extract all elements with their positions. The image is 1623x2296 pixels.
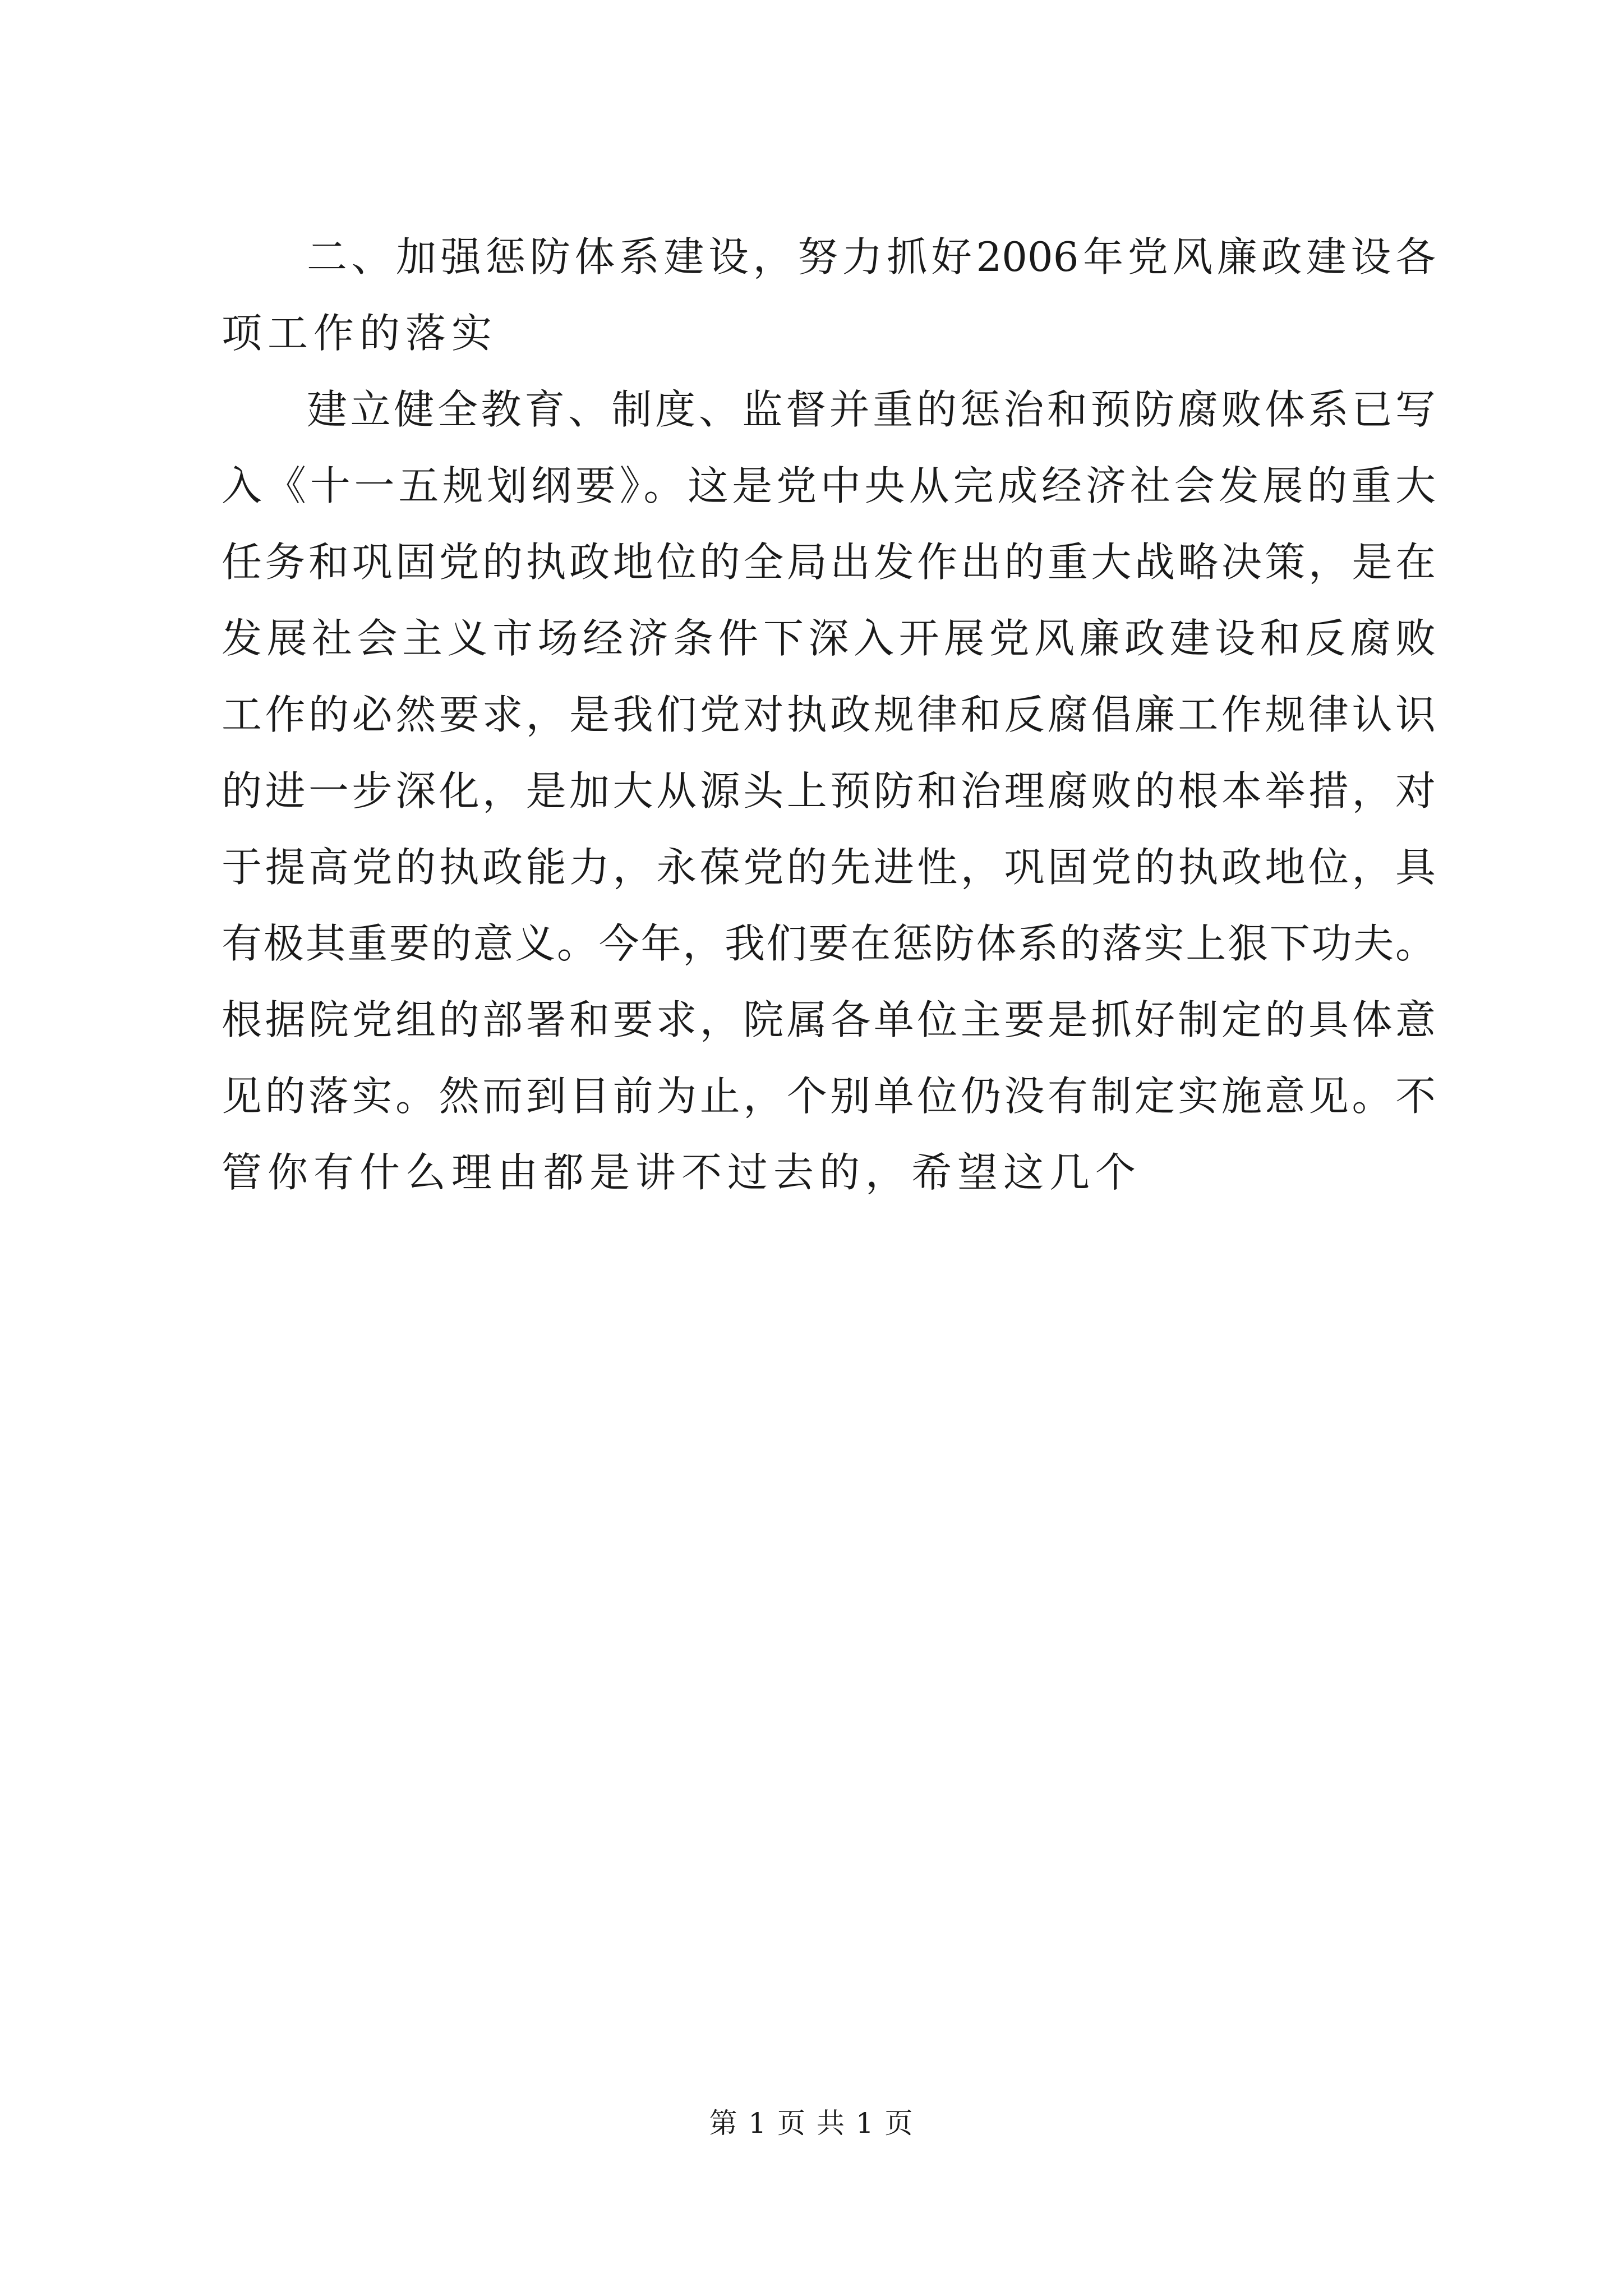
paragraph-line: 根据院党组的部署和要求，院属各单位主要是抓好制定的具体意 [222,996,1436,1043]
paragraph-line: 入《十一五规划纲要》。这是党中央从完成经济社会发展的重大 [222,462,1436,509]
page-footer: 第 1 页 共 1 页 [709,2107,914,2139]
paragraph-line: 有极其重要的意义。今年，我们要在惩防体系的落实上狠下功夫。 [222,920,1436,967]
paragraph-line: 任务和巩固党的执政地位的全局出发作出的重大战略决策，是在 [222,539,1436,586]
paragraph-line: 的进一步深化，是加大从源头上预防和治理腐败的根本举措，对 [222,767,1436,815]
paragraph-line: 工作的必然要求，是我们党对执政规律和反腐倡廉工作规律认识 [222,691,1436,738]
paragraph-line: 建立健全教育、制度、监督并重的惩治和预防腐败体系已写 [307,386,1436,433]
document-body [222,219,1436,1211]
section-heading-line-2: 项工作的落实 [222,310,498,357]
section-heading-line-1: 二、加强惩防体系建设，努力抓好2006年党风廉政建设各 [307,233,1436,280]
paragraph-line: 见的落实。然而到目前为止，个别单位仍没有制定实施意见。不 [222,1073,1436,1120]
paragraph-line-last: 管你有什么理由都是讲不过去的，希望这几个 [222,1149,1142,1196]
paragraph-line: 于提高党的执政能力，永葆党的先进性，巩固党的执政地位，具 [222,844,1436,891]
paragraph-line: 发展社会主义市场经济条件下深入开展党风廉政建设和反腐败 [222,615,1436,662]
